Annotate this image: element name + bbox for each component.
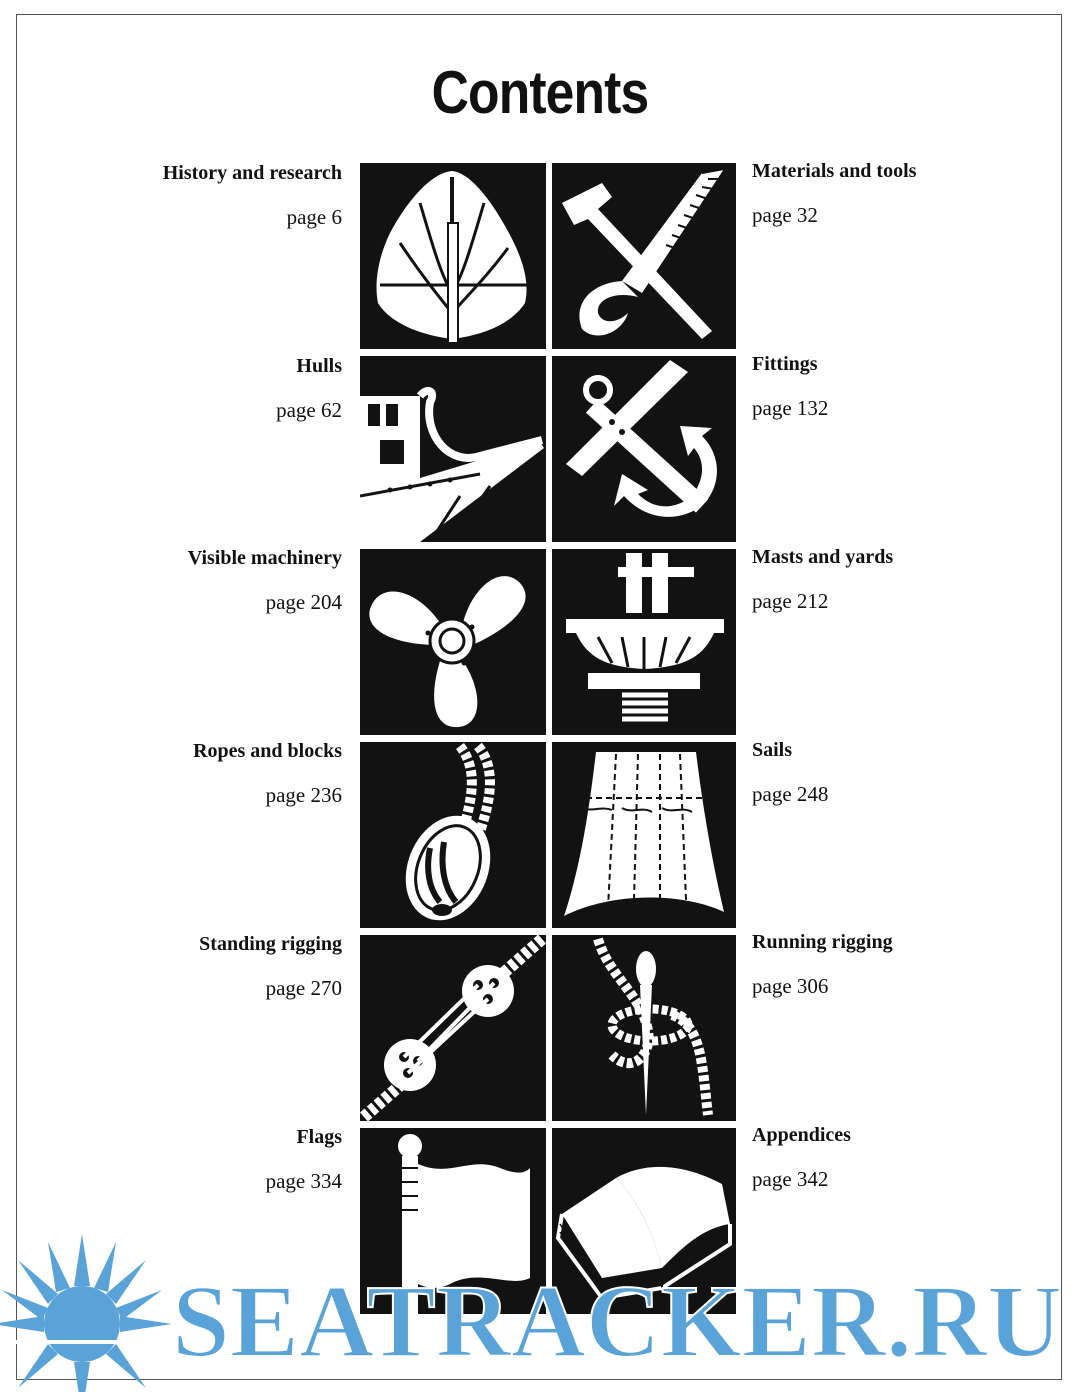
toc-entry-label: Hulls	[296, 355, 342, 377]
toc-entry-page: page 32	[752, 203, 818, 227]
toc-entry-hulls[interactable]	[276, 355, 342, 423]
toc-entry-label: Appendices	[752, 1124, 851, 1146]
toc-entry-masts[interactable]	[752, 546, 893, 614]
anchor-icon	[552, 356, 736, 542]
toc-entry-page: page 6	[286, 205, 342, 229]
sun-icon	[0, 1234, 172, 1392]
toc-entry-label: Sails	[752, 739, 793, 761]
hammer-saw-icon	[552, 163, 736, 349]
toc-entry-label: Visible machinery	[187, 547, 342, 569]
page-title: Contents	[431, 59, 649, 126]
toc-entry-ropes[interactable]	[193, 740, 342, 808]
toc-entry-flags[interactable]	[266, 1126, 342, 1194]
toc-entry-label: Materials and tools	[752, 160, 917, 182]
toc-entry-page: page 334	[265, 1169, 342, 1193]
toc-entry-label: Flags	[296, 1126, 342, 1148]
toc-entry-label: History and research	[162, 162, 342, 184]
watermark-text: SEATRACKER.RU	[172, 1264, 1062, 1379]
rope-block-icon	[360, 742, 546, 928]
toc-entry-page: page 212	[752, 589, 829, 613]
toc-entry-label: Ropes and blocks	[193, 740, 342, 762]
belaying-pin-icon	[552, 935, 736, 1121]
toc-entry-history[interactable]	[163, 162, 342, 230]
toc-entry-appendices[interactable]	[752, 1124, 851, 1192]
toc-entry-page: page 62	[276, 398, 342, 422]
sail-icon	[552, 742, 736, 928]
deadeye-lanyard-icon	[360, 935, 546, 1121]
toc-entry-materials[interactable]	[752, 160, 916, 228]
toc-entry-standing-rigging[interactable]	[199, 933, 342, 1001]
toc-entry-machinery[interactable]	[188, 547, 342, 615]
toc-entry-running-rigging[interactable]	[752, 931, 893, 999]
toc-entry-label: Running rigging	[752, 931, 893, 953]
toc-entry-page: page 306	[752, 974, 829, 998]
toc-entry-page: page 204	[265, 590, 342, 614]
toc-entry-fittings[interactable]	[752, 353, 828, 421]
watermark-logo	[0, 1228, 1080, 1392]
toc-entry-sails[interactable]	[752, 739, 828, 807]
toc-entry-label: Standing rigging	[199, 933, 342, 955]
toc-entry-page: page 270	[265, 976, 342, 1000]
hull-section-icon	[360, 163, 546, 349]
toc-entry-label: Fittings	[752, 353, 818, 375]
ship-bow-icon	[360, 356, 546, 542]
propeller-icon	[360, 549, 546, 735]
toc-entry-page: page 236	[265, 783, 342, 807]
mast-top-icon	[552, 549, 736, 735]
toc-entry-page: page 132	[752, 396, 829, 420]
toc-entry-page: page 342	[752, 1167, 829, 1191]
toc-entry-page: page 248	[752, 782, 829, 806]
toc-entry-label: Masts and yards	[752, 546, 894, 568]
